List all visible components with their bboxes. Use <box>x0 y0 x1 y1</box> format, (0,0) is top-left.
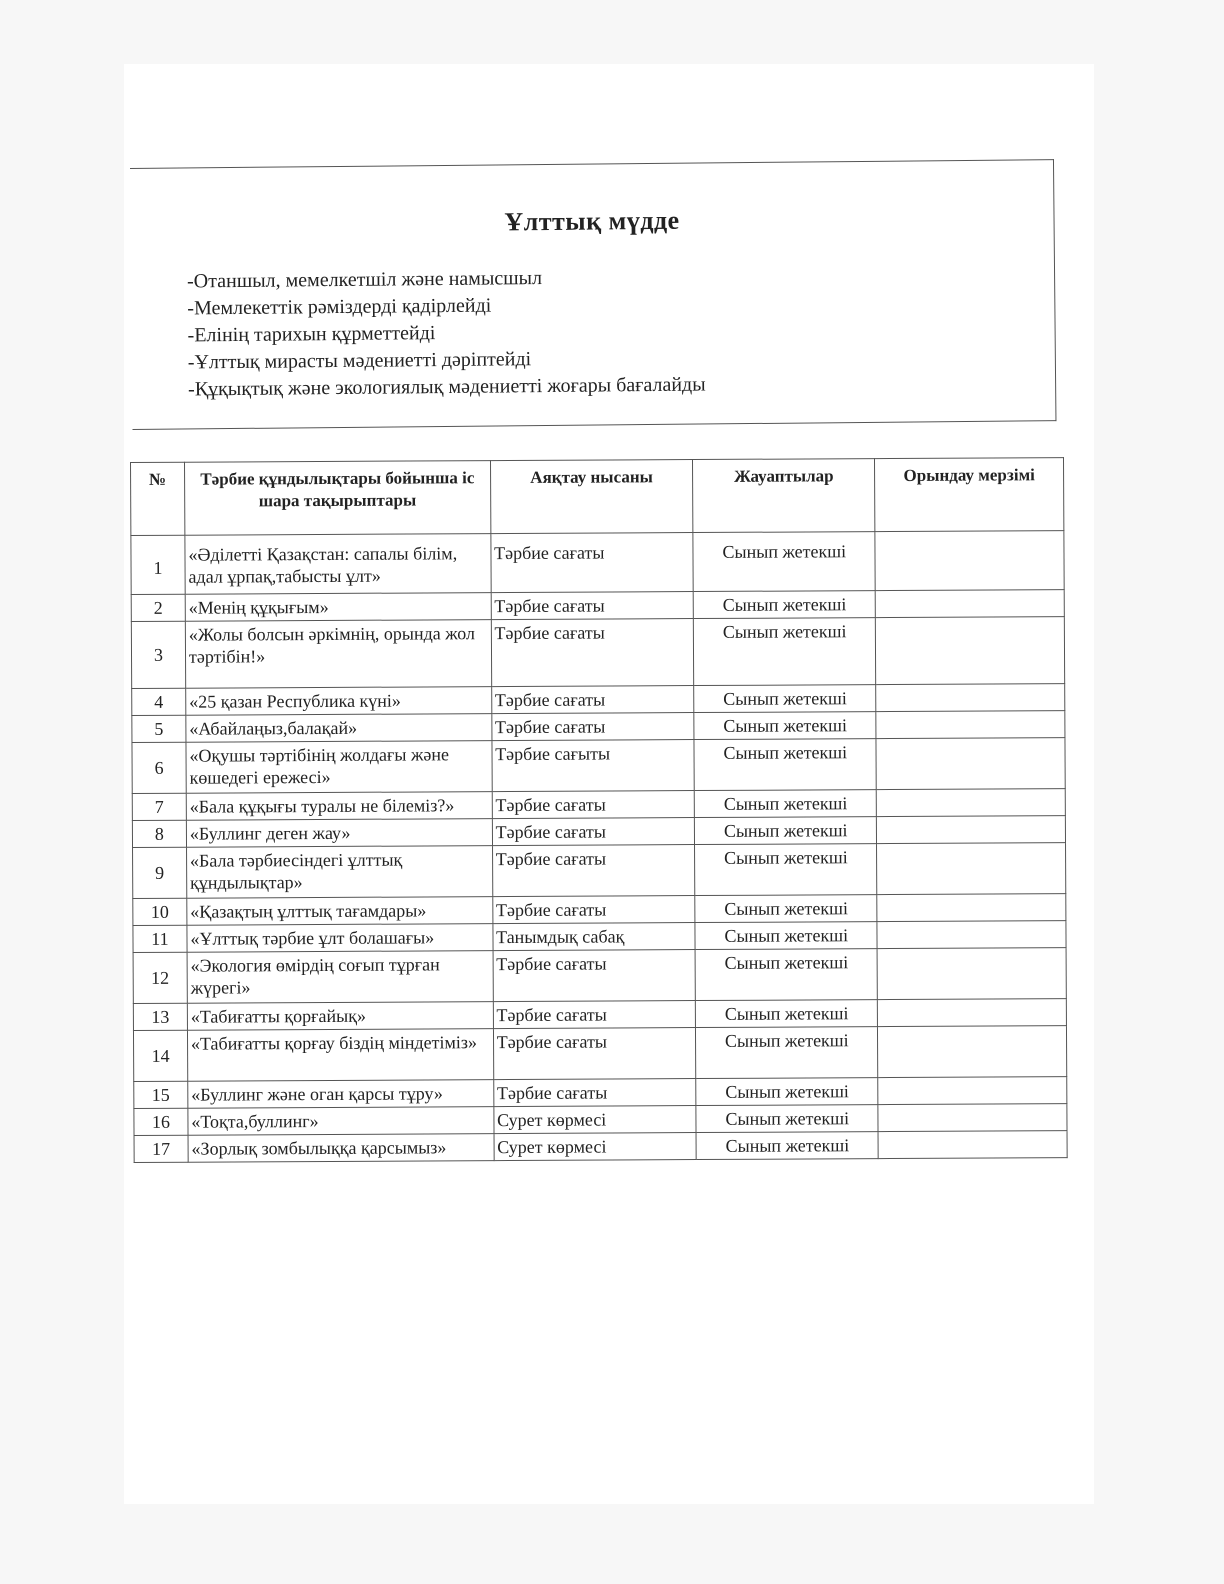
row-responsible: Сынып жетекші <box>695 790 877 818</box>
row-num: 16 <box>134 1108 188 1135</box>
row-responsible: Сынып жетекші <box>696 1132 878 1160</box>
row-deadline <box>875 531 1064 591</box>
row-topic: «Зорлық зомбылыққа қарсымыз» <box>188 1134 494 1163</box>
row-form: Тәрбие сағаты <box>491 713 694 741</box>
row-deadline <box>878 1077 1067 1105</box>
row-deadline <box>877 816 1066 844</box>
row-num: 6 <box>132 742 186 793</box>
table-row <box>133 843 1066 899</box>
row-num: 5 <box>132 715 186 742</box>
values-list-item: -Ұлттық мирасты мәдениетті дәріптейді <box>187 348 532 374</box>
row-topic: «Бала тәрбиесіндегі ұлттық құндылықтар» <box>186 846 492 899</box>
table-row <box>134 1131 1067 1163</box>
row-form: Тәрбие сағаты <box>492 791 695 819</box>
row-deadline <box>878 1131 1067 1159</box>
row-responsible: Сынып жетекші <box>696 1027 878 1079</box>
row-form: Тәрбие сағаты <box>493 1001 696 1029</box>
row-topic: «Табиғатты қорғау біздің міндетіміз» <box>187 1029 493 1082</box>
row-topic: «Табиғатты қорғайық» <box>187 1002 493 1031</box>
row-deadline <box>876 617 1065 685</box>
row-deadline <box>876 711 1065 739</box>
row-num: 3 <box>131 621 185 688</box>
row-deadline <box>876 789 1065 817</box>
row-num: 7 <box>132 793 186 820</box>
row-deadline <box>878 1026 1067 1078</box>
row-form: Тәрбие сағаты <box>491 592 694 620</box>
values-list-item: -Елінің тарихын құрметтейді <box>187 322 436 347</box>
table-row <box>133 948 1066 1004</box>
row-form: Сурет көрмесі <box>494 1106 697 1134</box>
values-list-item: -Құқықтық және экологиялық мәдениетті жоғары бағалайды <box>188 373 706 401</box>
row-deadline <box>876 738 1065 790</box>
row-responsible: Сынып жетекші <box>695 844 877 896</box>
row-num: 1 <box>131 535 185 594</box>
row-num: 15 <box>134 1081 188 1108</box>
row-topic: «Менің құқығым» <box>185 593 491 622</box>
row-topic: «Ұлттық тәрбие ұлт болашағы» <box>187 924 493 953</box>
row-responsible: Сынып жетекші <box>694 591 876 619</box>
values-list-item: -Мемлекеттік рәміздерді қадірлейді <box>187 294 492 320</box>
values-list <box>187 263 706 403</box>
row-form: Тәрбие сағаты <box>493 1028 696 1080</box>
row-form: Тәрбие сағаты <box>493 1079 696 1107</box>
row-form: Тәрбие сағаты <box>491 686 694 714</box>
row-num: 9 <box>133 847 187 898</box>
row-topic: «Буллинг және оган қарсы тұру» <box>188 1080 494 1109</box>
row-responsible: Сынып жетекші <box>696 1000 878 1028</box>
row-topic: «Бала құқығы туралы не білеміз?» <box>186 792 492 821</box>
row-form: Тәрбие сағаты <box>492 896 695 924</box>
events-table <box>130 457 1068 1163</box>
row-topic: «Экология өмірдің соғып тұрған жүрегі» <box>187 951 493 1004</box>
row-responsible: Сынып жетекші <box>695 949 877 1001</box>
row-responsible: Сынып жетекші <box>694 739 876 791</box>
row-topic: «Әділетті Қазақстан: сапалы білім, адал ұрпақ,табысты ұлт» <box>185 534 491 595</box>
row-num: 2 <box>131 594 185 621</box>
row-form: Тәрбие сағаты <box>492 818 695 846</box>
row-deadline <box>877 921 1066 949</box>
row-form: Тәрбие сағаты <box>491 619 694 687</box>
row-responsible: Сынып жетекші <box>695 817 877 845</box>
row-form: Тәрбие сағыты <box>492 740 695 792</box>
header-topic: Тәрбие құндылықтары бойынша іс шара тақырыптары <box>184 461 490 536</box>
row-responsible: Сынып жетекші <box>693 532 875 592</box>
row-num: 13 <box>133 1003 187 1030</box>
row-form: Сурет көрмесі <box>494 1133 697 1161</box>
row-num: 11 <box>133 925 187 952</box>
row-num: 17 <box>134 1135 188 1162</box>
row-responsible: Сынып жетекші <box>695 895 877 923</box>
header-num: № <box>131 462 185 535</box>
row-num: 12 <box>133 952 187 1003</box>
table-row <box>131 531 1064 595</box>
row-topic: «Жолы болсын әркімнің, орында жол тәртібін!» <box>185 620 491 689</box>
row-topic: «25 қазан Республика күні» <box>186 687 492 716</box>
row-topic: «Қазақтың ұлттық тағамдары» <box>187 897 493 926</box>
row-deadline <box>877 843 1066 895</box>
row-responsible: Сынып жетекші <box>694 618 876 686</box>
row-deadline <box>877 894 1066 922</box>
row-deadline <box>875 590 1064 618</box>
row-form: Тәрбие сағаты <box>491 533 694 593</box>
row-topic: «Буллинг деген жау» <box>186 819 492 848</box>
header-form: Аяқтау нысаны <box>490 460 693 534</box>
header-deadline: Орындау мерзімі <box>875 458 1064 532</box>
row-deadline <box>876 684 1065 712</box>
row-responsible: Сынып жетекші <box>696 1105 878 1133</box>
row-responsible: Сынып жетекші <box>695 922 877 950</box>
row-topic: «Абайлаңыз,балақай» <box>186 714 492 743</box>
row-topic: «Тоқта,буллинг» <box>188 1107 494 1136</box>
row-deadline <box>878 999 1067 1027</box>
row-num: 4 <box>132 688 186 715</box>
values-list-item: -Отаншыл, мемелкетшіл және намысшыл <box>186 267 543 293</box>
row-responsible: Сынып жетекші <box>694 712 876 740</box>
row-responsible: Сынып жетекші <box>694 685 876 713</box>
page-title: Ұлттық мүдде <box>504 205 680 237</box>
row-form: Тәрбие сағаты <box>493 950 696 1002</box>
row-deadline <box>877 948 1066 1000</box>
header-box <box>130 159 1056 430</box>
table-header-row <box>131 458 1064 536</box>
header-responsible: Жауаптылар <box>693 459 875 533</box>
table-row <box>132 738 1065 794</box>
table-row <box>133 1026 1066 1082</box>
row-form: Танымдық сабақ <box>493 923 696 951</box>
row-num: 10 <box>133 898 187 925</box>
table-row <box>131 617 1064 689</box>
row-deadline <box>878 1104 1067 1132</box>
row-responsible: Сынып жетекші <box>696 1078 878 1106</box>
row-num: 8 <box>132 820 186 847</box>
row-num: 14 <box>133 1030 187 1081</box>
row-form: Тәрбие сағаты <box>492 845 695 897</box>
row-topic: «Оқушы тәртібінің жолдағы және көшедегі ережесі» <box>186 741 492 794</box>
